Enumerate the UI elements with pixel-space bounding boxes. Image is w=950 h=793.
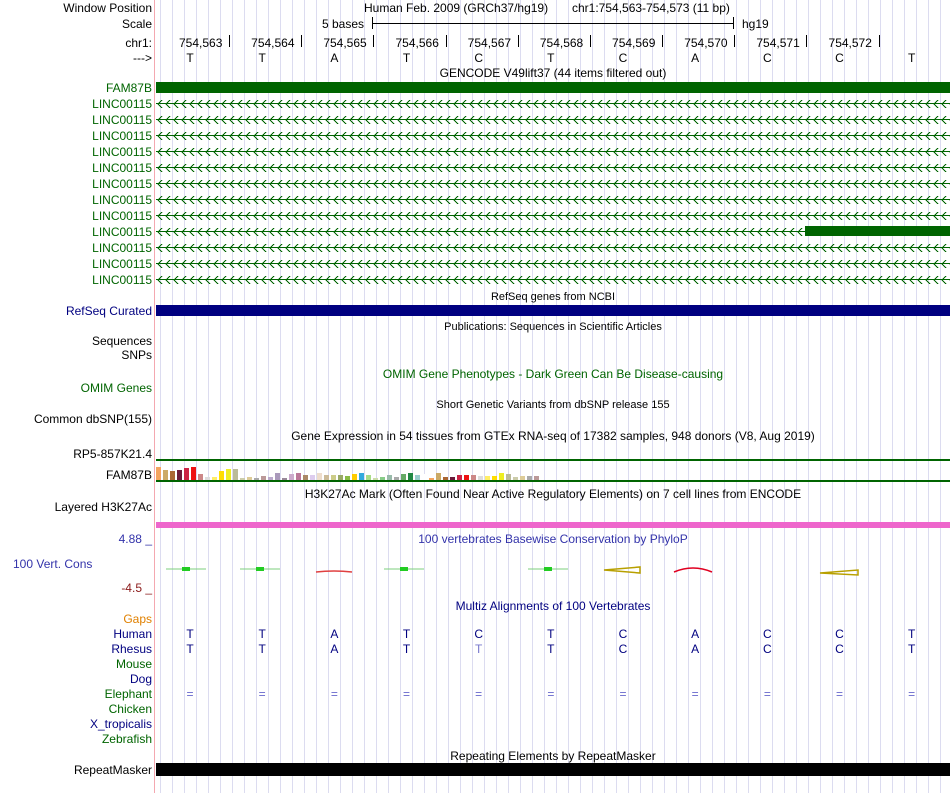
alignment-base: = xyxy=(475,687,483,701)
gencode-gene-intron[interactable] xyxy=(156,244,950,252)
base-letter: T xyxy=(186,51,194,65)
ruler-position: 754,567 xyxy=(467,36,512,50)
ruler-position: 754,563 xyxy=(179,36,223,50)
strand-label: ---> xyxy=(133,51,152,65)
gtex-tissue-bar xyxy=(408,473,413,480)
gtex-tissue-bar xyxy=(184,468,189,480)
assembly-title: Human Feb. 2009 (GRCh37/hg19) xyxy=(364,1,549,15)
gtex-tissue-bar xyxy=(191,467,196,480)
alignment-base: C xyxy=(763,642,772,656)
repeatmasker-bar[interactable] xyxy=(156,763,950,776)
scale-text: 5 bases xyxy=(322,17,365,31)
chr-label: chr1: xyxy=(125,36,152,50)
ruler-position: 754,568 xyxy=(539,36,584,50)
alignment-base: A xyxy=(691,627,700,641)
label-divider xyxy=(154,0,155,793)
phylop-max-value: 4.88 _ xyxy=(118,532,152,546)
dbsnp-track-title: Short Genetic Variants from dbSNP release 155 xyxy=(436,399,670,411)
gencode-gene-intron[interactable] xyxy=(156,148,950,156)
gtex-tissue-bar xyxy=(226,469,231,480)
refseq-label[interactable]: RefSeq Curated xyxy=(65,304,152,318)
gtex-track-title: Gene Expression in 54 tissues from GTEx RNA-seq of 17382 samples, 948 donors (V8, Aug 2019) xyxy=(291,429,815,443)
alignment-base: T xyxy=(258,642,266,656)
alignment-base: T xyxy=(547,627,555,641)
gencode-gene-exon[interactable] xyxy=(156,82,950,93)
h3k27ac-signal[interactable] xyxy=(156,522,950,528)
gtex-tissue-bar xyxy=(499,473,504,480)
alignment-base: T xyxy=(186,627,194,641)
gtex-tissue-bar xyxy=(317,473,322,480)
refseq-track-title: RefSeq genes from NCBI xyxy=(490,291,616,303)
gencode-gene-label[interactable]: LINC00115 xyxy=(92,193,152,207)
species-label[interactable]: X_tropicalis xyxy=(89,717,152,731)
phylop-mark-positive xyxy=(384,567,424,571)
gaps-label[interactable]: Gaps xyxy=(123,612,152,626)
h3k27ac-track-title: H3K27Ac Mark (Often Found Near Active Regulatory Elements) on 7 cell lines from ENCODE xyxy=(304,487,802,501)
alignment-base: C xyxy=(618,627,628,641)
gtex-tissue-bar xyxy=(359,473,364,480)
phylop-mark-positive xyxy=(240,567,280,571)
alignment-base: C xyxy=(835,627,844,641)
phylop-mark-negative xyxy=(316,571,352,572)
species-label[interactable]: Dog xyxy=(129,672,152,686)
alignment-base: = xyxy=(619,687,627,701)
omim-label[interactable]: OMIM Genes xyxy=(80,381,152,395)
gencode-gene-exon[interactable] xyxy=(805,226,950,236)
species-label[interactable]: Elephant xyxy=(104,687,152,701)
base-letter: A xyxy=(330,51,339,65)
gtex-gene-label[interactable]: FAM87B xyxy=(105,468,152,482)
gencode-gene-intron[interactable] xyxy=(156,116,950,124)
ruler-position: 754,571 xyxy=(756,36,800,50)
phylop-label[interactable]: 100 Vert. Cons xyxy=(13,557,93,571)
gencode-gene-intron[interactable] xyxy=(156,180,950,188)
alignment-base: T xyxy=(475,642,483,656)
species-label[interactable]: Rhesus xyxy=(111,642,152,656)
alignment-base: = xyxy=(763,687,771,701)
gencode-gene-label[interactable]: LINC00115 xyxy=(92,273,152,287)
ruler-position: 754,566 xyxy=(395,36,439,50)
alignment-base: A xyxy=(330,642,339,656)
ruler-tick xyxy=(229,35,230,47)
alignment-base: T xyxy=(908,627,916,641)
gtex-tissue-bar xyxy=(296,473,301,480)
gencode-gene-label[interactable]: FAM87B xyxy=(105,81,152,95)
gtex-tissue-bar xyxy=(233,469,238,480)
base-letter: T xyxy=(908,51,916,65)
alignment-base: T xyxy=(908,642,916,656)
omim-track-title: OMIM Gene Phenotypes - Dark Green Can Be Disease-causing xyxy=(382,367,724,381)
phylop-min-value: -4.5 _ xyxy=(121,581,152,595)
gtex-gene-line[interactable] xyxy=(156,459,950,461)
gencode-gene-intron[interactable] xyxy=(156,132,950,140)
alignment-base: C xyxy=(618,642,628,656)
h3k27ac-label[interactable]: Layered H3K27Ac xyxy=(54,500,152,514)
gencode-gene-intron[interactable] xyxy=(156,212,950,220)
ruler-tick xyxy=(806,35,807,47)
phylop-mark-positive xyxy=(166,567,206,571)
alignment-base: = xyxy=(258,687,266,701)
gencode-gene-label[interactable]: LINC00115 xyxy=(92,145,152,159)
gencode-gene-label[interactable]: LINC00115 xyxy=(92,225,152,239)
alignment-base: T xyxy=(547,642,555,656)
gencode-gene-label[interactable]: LINC00115 xyxy=(92,113,152,127)
repeatmasker-track-title: Repeating Elements by RepeatMasker xyxy=(450,749,656,763)
gtex-tissue-bar xyxy=(170,471,175,480)
sequences-label[interactable]: Sequences xyxy=(91,334,152,348)
phylop-track-title: 100 vertebrates Basewise Conservation by PhyloP xyxy=(418,532,688,546)
dbsnp-label[interactable]: Common dbSNP(155) xyxy=(33,412,152,426)
gencode-gene-intron[interactable] xyxy=(156,196,950,204)
species-label[interactable]: Zebrafish xyxy=(101,732,152,746)
refseq-gene-bar[interactable] xyxy=(156,305,950,316)
phylop-mark-positive xyxy=(528,567,568,571)
position-title: chr1:754,563-754,573 (11 bp) xyxy=(572,1,730,15)
scale-bar xyxy=(372,23,733,24)
snps-label[interactable]: SNPs xyxy=(121,348,152,362)
gtex-tissue-bar xyxy=(163,470,168,480)
alignment-base: T xyxy=(186,642,194,656)
phylop-plot[interactable] xyxy=(156,560,950,580)
alignment-base: = xyxy=(908,687,916,701)
scale-bar-right-tick xyxy=(733,17,734,29)
alignment-base: = xyxy=(836,687,844,701)
ruler-position: 754,572 xyxy=(828,36,872,50)
gencode-gene-intron[interactable] xyxy=(156,260,950,268)
ruler-tick xyxy=(590,35,591,47)
base-letter: C xyxy=(618,51,628,65)
alignment-base: A xyxy=(330,627,339,641)
gtex-tissue-bar xyxy=(156,467,161,480)
ruler-position: 754,569 xyxy=(612,36,656,50)
species-label[interactable]: Human xyxy=(113,627,152,641)
window-position-label: Window Position xyxy=(63,1,152,15)
ruler-tick xyxy=(518,35,519,47)
ruler-position: 754,565 xyxy=(323,36,367,50)
base-letter: T xyxy=(547,51,555,65)
gencode-gene-label[interactable]: LINC00115 xyxy=(92,209,152,223)
phylop-mark-arrow xyxy=(604,567,640,573)
alignment-base: = xyxy=(402,687,410,701)
base-letter: A xyxy=(691,51,700,65)
alignment-base: A xyxy=(691,642,700,656)
gencode-gene-label[interactable]: LINC00115 xyxy=(92,97,152,111)
gencode-gene-label[interactable]: LINC00115 xyxy=(92,241,152,255)
ruler-tick xyxy=(373,35,374,47)
gencode-gene-intron[interactable] xyxy=(156,276,950,284)
species-label[interactable]: Mouse xyxy=(115,657,152,671)
base-letter: C xyxy=(763,51,772,65)
alignment-base: C xyxy=(763,627,772,641)
alignment-base: = xyxy=(547,687,555,701)
alignment-base: T xyxy=(402,642,411,656)
base-letter: C xyxy=(835,51,844,65)
ruler-tick xyxy=(446,35,447,47)
ruler-tick xyxy=(662,35,663,47)
publications-track-title: Publications: Sequences in Scientific Articles xyxy=(444,321,662,333)
alignment-base: C xyxy=(835,642,844,656)
gtex-gene-line[interactable] xyxy=(156,480,950,482)
ruler-position: 754,570 xyxy=(684,36,728,50)
alignment-base: = xyxy=(186,687,194,701)
alignment-base: T xyxy=(402,627,411,641)
gtex-gene-label[interactable]: RP5-857K21.4 xyxy=(73,447,152,461)
repeatmasker-label[interactable]: RepeatMasker xyxy=(73,763,152,777)
ruler-position: 754,564 xyxy=(251,36,295,50)
gtex-tissue-bar xyxy=(219,471,224,480)
base-letter: T xyxy=(258,51,266,65)
alignment-base: T xyxy=(258,627,266,641)
db-label: hg19 xyxy=(742,17,769,31)
alignment-base: = xyxy=(691,687,699,701)
ruler-tick xyxy=(879,35,880,47)
gencode-gene-label[interactable]: LINC00115 xyxy=(92,177,152,191)
multiz-track-title: Multiz Alignments of 100 Vertebrates xyxy=(455,599,651,613)
gencode-gene-label[interactable]: LINC00115 xyxy=(92,129,152,143)
gencode-track-title: GENCODE V49lift37 (44 items filtered out) xyxy=(439,66,667,80)
gencode-gene-intron[interactable] xyxy=(156,164,950,172)
gencode-gene-label[interactable]: LINC00115 xyxy=(92,161,152,175)
alignment-base: = xyxy=(330,687,338,701)
phylop-mark-arrow xyxy=(820,570,858,575)
base-letter: T xyxy=(402,51,411,65)
scale-label: Scale xyxy=(121,17,152,31)
gtex-tissue-bar xyxy=(436,473,441,480)
gencode-gene-label[interactable]: LINC00115 xyxy=(92,257,152,271)
species-label[interactable]: Chicken xyxy=(108,702,152,716)
gencode-gene-intron[interactable] xyxy=(156,100,950,108)
alignment-base: C xyxy=(474,627,483,641)
base-letter: C xyxy=(474,51,483,65)
ruler-tick xyxy=(734,35,735,47)
ruler-tick xyxy=(301,35,302,47)
gtex-tissue-bar xyxy=(275,473,280,480)
gtex-tissue-bar xyxy=(177,470,182,480)
phylop-mark-negative xyxy=(674,568,712,572)
